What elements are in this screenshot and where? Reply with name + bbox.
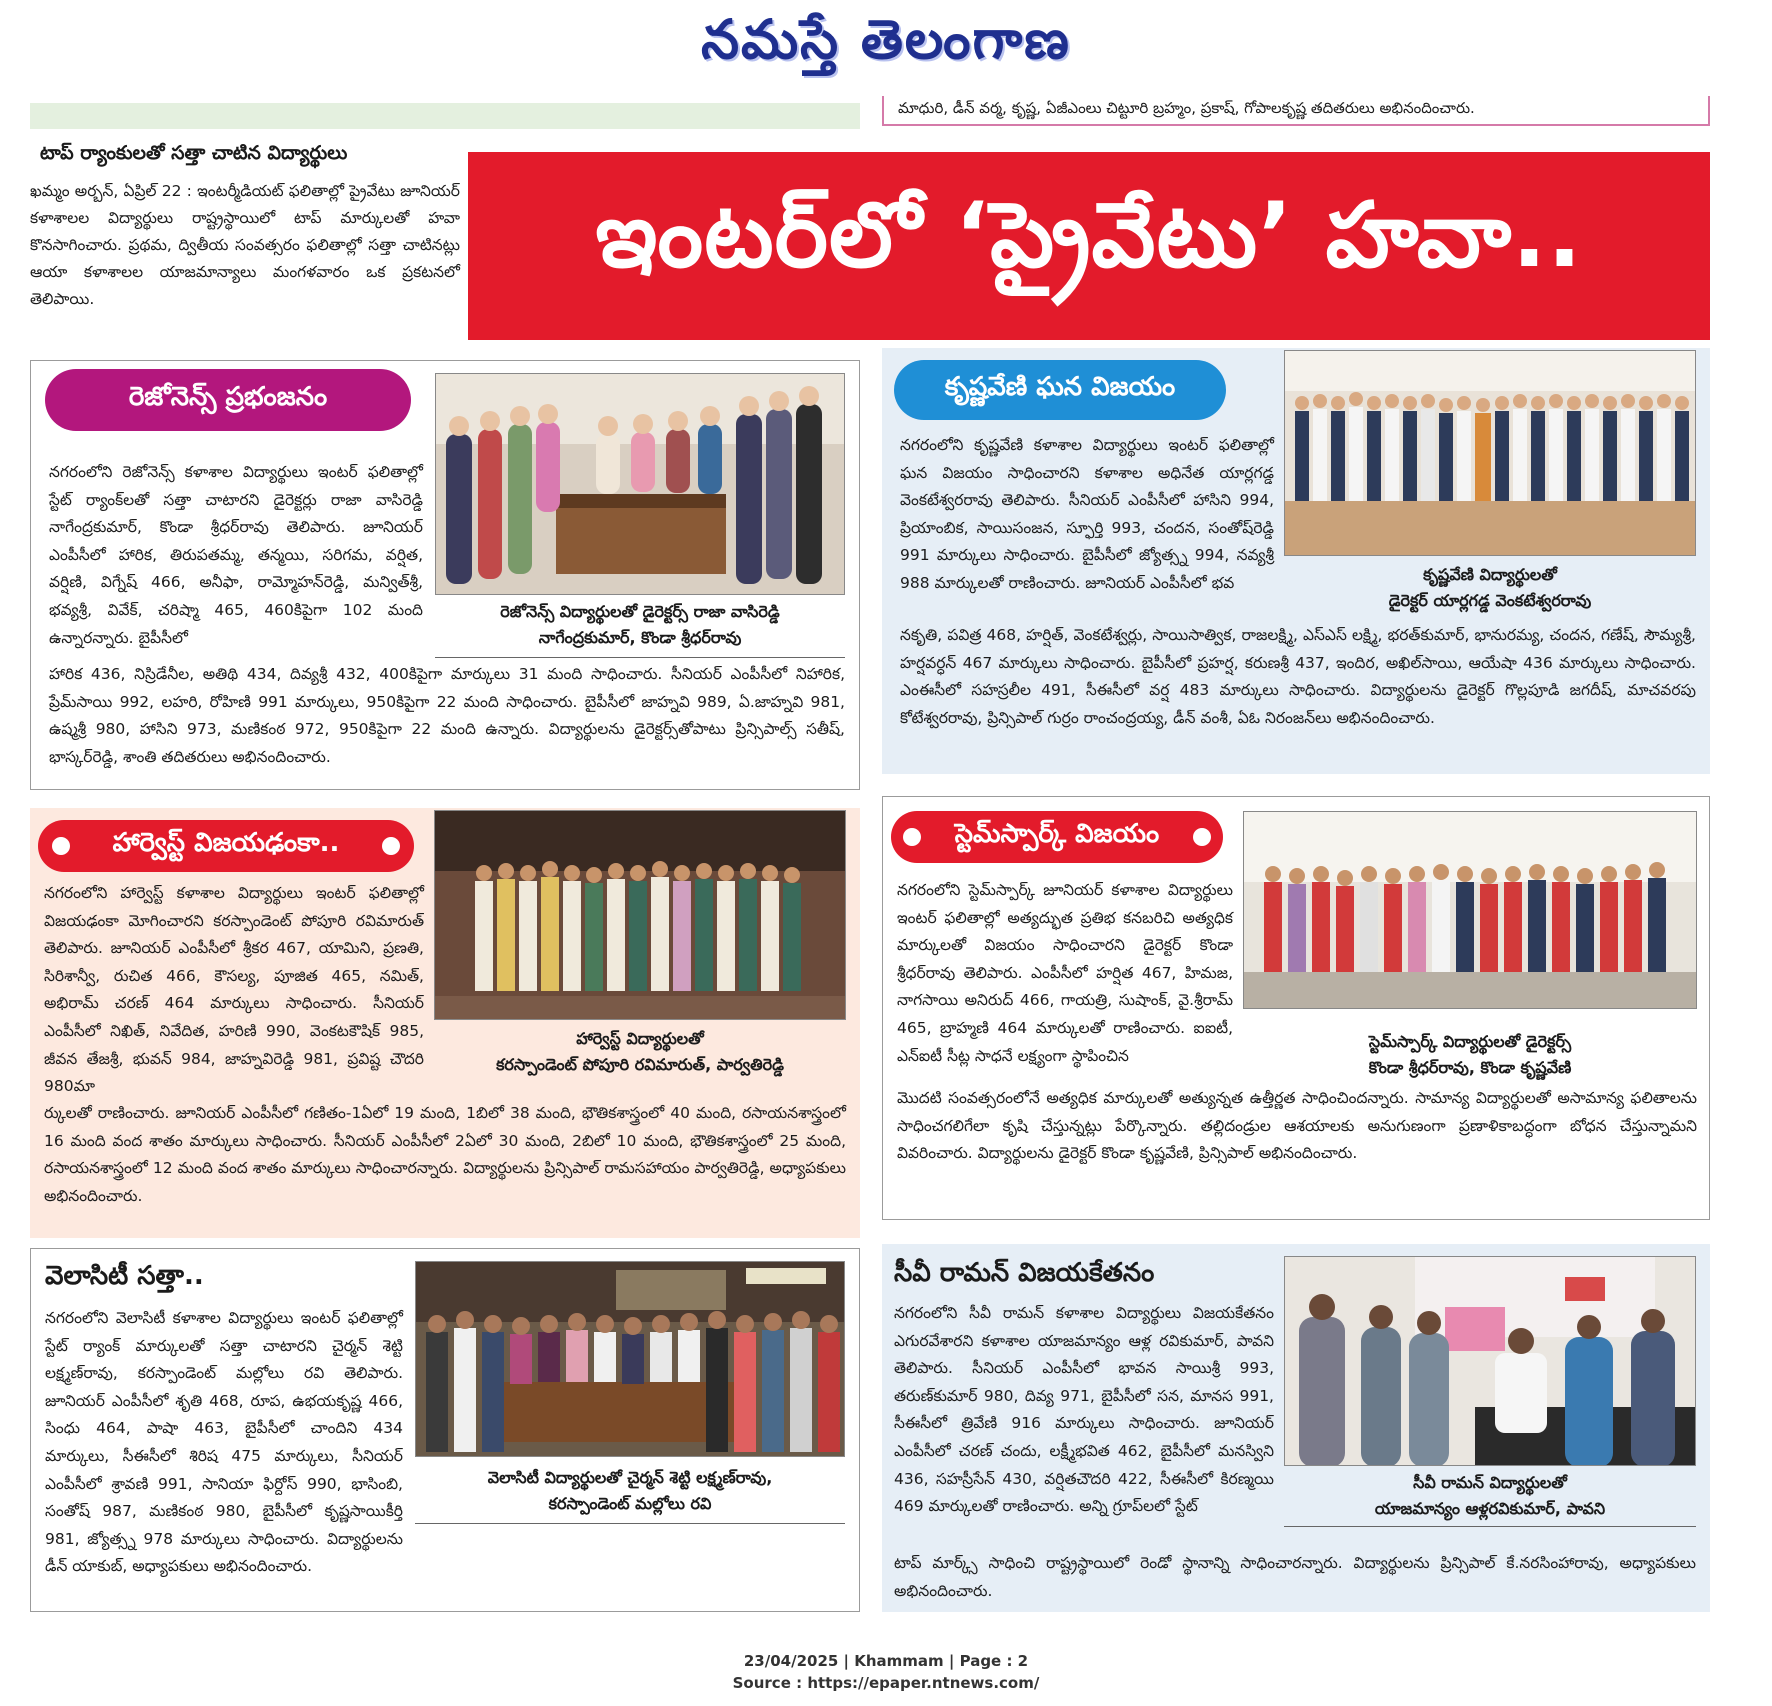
masthead-title: నమస్తే తెలంగాణ: [701, 8, 1071, 71]
harvest-body-bottom: ర్కులతో రాణించారు. జూనియర్ ఎంపీసీలో గణితం-1ఏలో 19 మంది, 1బిలో 38 మంది, భౌతికశాస్త్రంలో 40 మంది, రసాయనశాస్త్రంలో 16 మంది వంద శాతం మార్కులు సాధించారు. సీనియర్ ఎంపీసీలో 2ఏలో 30 మంది, 2బిలో 10 మంది, భౌతికశాస్త్రంలో 25 మంది, రసాయనశాస్త్రంలో 12 మంది వంద శాతం మార్కులు సాధించారన్నారు. విద్యార్థులను ప్రిన్సిపాల్ రామసహాయం పార్వతిరెడ్డి, అధ్యాపకులు అభినందించారు.: [44, 1104, 846, 1205]
cvraman-caption-line-1: సీవీ రామన్ విద్యార్థులతో: [1413, 1473, 1567, 1492]
article-harvest: [30, 808, 860, 1238]
velocity-title: వెలాసిటీ సత్తా..: [45, 1261, 204, 1291]
resonance-body-top: నగరంలోని రెజోనెన్స్ కళాశాల విద్యార్థులు ఇంటర్ ఫలితాల్లో స్టేట్ ర్యాంక్‌లతో సత్తా చాటారని డైరెక్టర్లు రాజా వాసిరెడ్డి నాగేంద్రకుమార్, కొండా శ్రీధర్‌రావు తెలిపారు. జూనియర్ ఎంపీసీలో హారిక, తిరుపతమ్మ, తన్మయి, సరిగమ, వర్షిత, వర్షిణి, విగ్నేష్ 466, అనీఫా, రామ్మోహన్‌రెడ్డి, మన్విత్‌శ్రీ, భవ్యశ్రీ, వివేక్, చరిష్మా 465, 460కిపైగా 102 మంది ఉన్నారన్నారు. బైపీసీలో: [49, 463, 423, 647]
bullet-dot-left: [52, 837, 70, 855]
resonance-heading: [45, 369, 411, 431]
cvraman-caption: [1284, 1470, 1696, 1522]
velocity-caption: [415, 1465, 845, 1517]
footer-date-line: 23/04/2025 | Khammam | Page : 2: [743, 1652, 1029, 1670]
krishnaveni-photo: [1284, 350, 1696, 556]
velocity-caption-line-1: వెలాసిటీ విద్యార్థులతో చైర్మన్ శెట్టి లక్ష్మణ్‌రావు,: [487, 1468, 773, 1487]
resonance-body-bottom: హారిక 436, నిస్రిడేనీల, అతిథి 434, దివ్యశ్రీ 432, 400కిపైగా మార్కులు 31 మంది సాధించారు. సీనియర్ ఎంపీసీలో నిహారిక, ప్రేమ్‌సాయి 992, లహరి, రోహిణి 991 మార్కులు, 950కిపైగా 22 మంది సాధించారు. బైపీసీలో జాహ్నవి 989, ఏ.జాహ్నవి 981, ఉష్మశ్రీ 980, హాసిని 973, మణికంఠ 972, 950కిపైగా 22 మంది ఉన్నారు. విద్యార్థులను డైరెక్టర్స్‌తోపాటు ప్రిన్సిపాల్స్ సతీష్, భాస్కర్‌రెడ్డి, శాంతి తదితరులు అభినందించారు.: [49, 665, 845, 766]
cvraman-photo: [1284, 1256, 1696, 1466]
harvest-body-top: నగరంలోని హార్వెస్ట్ కళాశాల విద్యార్థులు ఇంటర్ ఫలితాల్లో విజయఢంకా మోగించారని కరస్పాండెంట్ పోపూరి రవిమారుత్ తెలిపారు. జూనియర్ ఎంపీసీలో శ్రీకర 467, యామిని, ప్రణతి, సిరిశాన్వీ, రుచిత 466, కౌసల్య, పూజిత 465, నమిత్, అభిరామ్ చరణ్ 464 మార్కులు సాధించారు. సీనియర్ ఎంపీసీలో నిఖిత్, నివేదిత, హరిణి 990, వెంకటకౌషిక్ 985, జీవన తేజశ్రీ, భువన్ 984, జాహ్నవిరెడ్డి 981, ప్రవిష్ట చౌదరి 980మా: [44, 884, 424, 1096]
caption-divider: [435, 657, 845, 658]
harvest-caption: [434, 1026, 846, 1078]
brief-body: ఖమ్మం అర్బన్, ఏప్రిల్ 22 : ఇంటర్మీడియట్ ఫలితాల్లో ప్రైవేటు జూనియర్ కళాశాలల విద్యార్థులు రాష్ట్రస్థాయిలో టాప్ మార్కులతో హవా కొనసాగించారు. ప్రథమ, ద్వితీయ సంవత్సరం ఫలితాల్లో సత్తా చాటినట్లు ఆయా కళాశాలల యాజమాన్యాలు మంగళవారం ఒక ప్రకటనలో తెలిపాయి.: [30, 182, 460, 308]
harvest-heading: [38, 820, 414, 872]
stemspark-caption-line-2: కొండా శ్రీధర్‌రావు, కొండా కృష్ణవేణి: [1368, 1058, 1572, 1077]
resonance-caption-line-2: నాగేంద్రకుమార్, కొండా శ్రీధర్‌రావు: [538, 628, 742, 647]
krishnaveni-body-bottom: నకృతి, పవిత్ర 468, హర్షిత్, వెంకటేశ్వర్లు, సాయిసాత్విక, రాజలక్ష్మి, ఎస్‌ఎస్ లక్ష్మి, భరత్‌కుమార్, భానురమ్య, చందన, గణేష్, సౌమ్యశ్రీ, హర్షవర్ధన్ 467 మార్కులు సాధించారు. బైపీసీలో ప్రహర్ష, కరుణశ్రీ 437, ఇందిర, అఖిల్‌సాయి, ఆయేషా 436 మార్కులు సాధించారు. ఎంఈసీలో సహస్రలీల 491, సీఈసీలో వర్ష 483 మార్కులు సాధించారు. విద్యార్థులను డైరెక్టర్ గొల్లపూడి జగదీష్, మాచవరపు కోటేశ్వరరావు, ప్రిన్సిపాల్ గుర్రం రాంచంద్రయ్య, డీన్ వంశీ, ఏఓ నిరంజన్‌లు అభినందించారు.: [900, 626, 1696, 727]
footer-source-line: Source : https://epaper.ntnews.com/: [732, 1674, 1040, 1692]
velocity-body: నగరంలోని వెలాసిటీ కళాశాల విద్యార్థులు ఇంటర్ ఫలితాల్లో స్టేట్ ర్యాంక్ మార్కులతో సత్తా చాటారని చైర్మన్ శెట్టి లక్ష్మణ్‌రావు, కరస్పాండెంట్ మల్లోలు రవి తెలిపారు. జూనియర్ ఎంపీసీలో శృతి 468, రూప, ఉభయకృష్ణ 466, సింధు 464, పాషా 463, బైపీసీలో చాందిని 434 మార్కులు, సీఈసీలో శిరిష 475 మార్కులు, సీనియర్ ఎంపీసీలో శ్రావణి 991, సానియా ఫిర్దోస్ 990, భాసింబి, సంతోష్ 987, మణికంఠ 980, బైపీసీలో కృష్ణసాయికీర్తి 981, జ్యోత్స్న 978 మార్కులు సాధించారు. విద్యార్థులను డీన్ యాకుబ్, అధ్యాపకులు అభినందించారు.: [45, 1309, 403, 1576]
bullet-dot-left: [903, 828, 921, 846]
caption-divider: [415, 1523, 845, 1524]
main-headline: ఇంటర్‌లో ‘ప్రైవేటు’ హవా..: [468, 152, 1710, 340]
harvest-title: హార్వెస్ట్ విజయఢంకా..: [112, 828, 340, 858]
brief-title: టాప్ ర్యాంకులతో సత్తా చాటిన విద్యార్థులు: [40, 142, 348, 164]
bullet-dot-right: [1193, 828, 1211, 846]
article-resonance: [30, 360, 860, 790]
velocity-caption-line-2: కరస్పాండెంట్ మల్లోలు రవి: [548, 1494, 712, 1513]
article-krishnaveni: [882, 348, 1710, 774]
bullet-dot-right: [382, 837, 400, 855]
continued-text-box: [882, 96, 1710, 126]
harvest-caption-line-2: కరస్పాండెంట్ పోపూరి రవిమారుత్, పార్వతిరెడ్డి: [496, 1055, 784, 1074]
cvraman-caption-line-2: యాజమాన్యం ఆళ్లరవికుమార్, పావని: [1374, 1499, 1606, 1518]
harvest-caption-line-1: హార్వెస్ట్ విద్యార్థులతో: [576, 1029, 704, 1048]
stemspark-body-bottom: మొదటి సంవత్సరంలోనే అత్యధిక మార్కులతో అత్యున్నత ఉత్తీర్ణత సాధించిందన్నారు. సామాన్య విద్యార్థులతో అసామాన్య ఫలితాలను సాధించగలిగేలా కృషి చేస్తున్నట్లు పేర్కొన్నారు. తల్లిదండ్రుల ఆశయాలకు అనుగుణంగా ప్రణాళికాబద్ధంగా బోధన చేస్తున్నామని వివరించారు. విద్యార్థులను డైరెక్టర్ కొండా కృష్ణవేణి, ప్రిన్సిపాల్ అభినందించారు.: [897, 1089, 1697, 1163]
cvraman-body-top: నగరంలోని సీవీ రామన్ కళాశాల విద్యార్థులు విజయకేతనం ఎగురవేశారని కళాశాల యాజమాన్యం ఆళ్ల రవికుమార్, పావని తెలిపారు. సీనియర్ ఎంపీసీలో భావన సాయిశ్రీ 993, తరుణ్‌కుమార్ 980, దివ్య 971, బైపీసీలో సన, మానస 991, సీఈసీలో త్రివేణి 916 మార్కులు సాధించారు. జూనియర్ ఎంపీసీలో చరణ్ చందు, లక్ష్మీభవిత 462, బైపీసీలో మనస్విని 436, సహస్రీసేన్ 430, వర్షితచౌదరి 422, సీఈసీలో కిరణ్మయి 469 మార్కులతో రాణించారు. అన్ని గ్రూప్‌లలో స్టేట్: [894, 1304, 1274, 1516]
resonance-photo: [435, 373, 845, 595]
resonance-title: రెజోనెన్స్ ప్రభంజనం: [128, 382, 328, 412]
cvraman-title: సీవీ రామన్ విజయకేతనం: [894, 1258, 1155, 1288]
article-stemspark: [882, 796, 1710, 1220]
article-velocity: [30, 1248, 860, 1612]
resonance-caption-line-1: రెజోనెన్స్ విద్యార్థులతో డైరెక్టర్స్ రాజా వాసిరెడ్డి: [500, 602, 780, 621]
krishnaveni-caption-line-1: కృష్ణవేణి విద్యార్థులతో: [1423, 565, 1557, 584]
continued-text: మాధురి, డీన్ వర్మ, కృష్ణ, ఏజీఎంలు చిట్టూరి బ్రహ్మం, ప్రకాష్, గోపాలకృష్ణ తదితరులు అభినందించారు.: [898, 99, 1475, 117]
krishnaveni-caption-line-2: డైరెక్టర్ యార్లగడ్డ వెంకటేశ్వరరావు: [1388, 591, 1592, 610]
velocity-photo: [415, 1261, 845, 1457]
resonance-caption: [435, 599, 845, 651]
stemspark-caption-line-1: స్టెమ్‌స్పార్క్ విద్యార్థులతో డైరెక్టర్స్: [1368, 1032, 1572, 1051]
cvraman-body-bottom: టాప్ మార్క్స్ సాధించి రాష్ట్రస్థాయిలో రెండో స్థానాన్ని సాధించారన్నారు. విద్యార్థులను ప్రిన్సిపాల్ కే.నరసింహారావు, అధ్యాపకులు అభినందించారు.: [894, 1554, 1696, 1600]
stemspark-caption: [1243, 1029, 1697, 1081]
decorative-strip: [30, 103, 860, 129]
page-footer: [0, 1650, 1772, 1694]
caption-divider: [1284, 1526, 1696, 1527]
stemspark-title: స్టెమ్‌స్పార్క్ విజయం: [954, 819, 1160, 849]
krishnaveni-body-top: నగరంలోని కృష్ణవేణి కళాశాల విద్యార్థులు ఇంటర్ ఫలితాల్లో ఘన విజయం సాధించారని కళాశాల అధినేత యార్లగడ్డ వెంకటేశ్వరరావు తెలిపారు. సీనియర్ ఎంపీసీలో హాసిని 994, ప్రియాంబిక, సాయిసంజన, స్ఫూర్తి 993, చందన, సంతోష్‌రెడ్డి 991 మార్కులు సాధించారు. బైపీసీలో జ్యోత్స్న 994, నవ్యశ్రీ 988 మార్కులతో రాణించారు. జూనియర్ ఎంపీసీలో భవ: [900, 436, 1274, 592]
krishnaveni-title: కృష్ణవేణి ఘన విజయం: [944, 372, 1176, 402]
article-cvraman: [882, 1244, 1710, 1612]
harvest-photo: [434, 810, 846, 1020]
krishnaveni-caption: [1284, 562, 1696, 614]
stemspark-body-top: నగరంలోని స్టెమ్‌స్పార్క్ జూనియర్ కళాశాల విద్యార్థులు ఇంటర్ ఫలితాల్లో అత్యద్భుత ప్రతిభ కనబరిచి అత్యధిక మార్కులతో విజయం సాధించారని డైరెక్టర్ కొండా శ్రీధర్‌రావు తెలిపారు. ఎంపీసీలో హర్షిత 467, హిమజ, నాగసాయి అనిరుద్ 466, గాయత్రి, సుషాంక్, వై.శ్రీరామ్ 465, బ్రాహ్మణి 464 మార్కులతో రాణించారు. ఐఐటీ, ఎన్ఐటీ సీట్ల సాధనే లక్ష్యంగా స్థాపించిన: [897, 881, 1233, 1065]
stemspark-photo: [1243, 811, 1697, 1009]
krishnaveni-heading: [894, 360, 1226, 420]
stemspark-heading: [891, 811, 1223, 863]
